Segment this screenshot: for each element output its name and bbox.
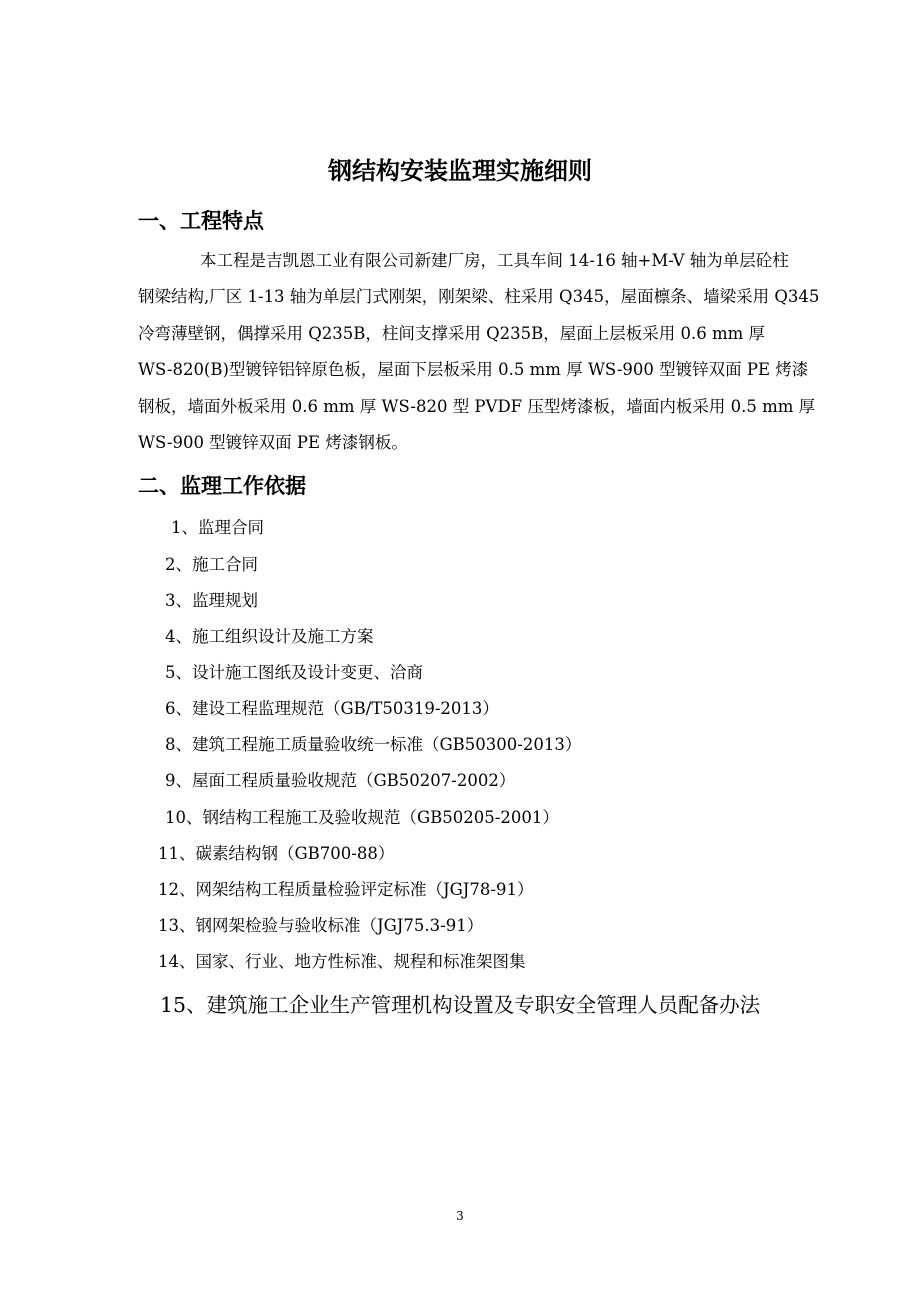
section-heading-project-features: 一、工程特点 [138,209,264,233]
document-title: 钢结构安装监理实施细则 [328,157,592,185]
list-item: 1、监理合同 [171,518,264,537]
list-item: 10、钢结构工程施工及验收规范（GB50205-2001） [165,808,559,827]
paragraph-line: 钢板，墙面外板采用 0.6 mm 厚 WS-820 型 PVDF 压型烤漆板，墙面内板采用 0.5 mm 厚 [138,396,816,416]
project-description-paragraph [138,243,854,461]
list-item: 15、建筑施工企业生产管理机构设置及专职安全管理人员配备办法 [160,993,761,1017]
list-item: 3、监理规划 [165,591,258,610]
paragraph-line: 冷弯薄壁钢，偶撑采用 Q235B，柱间支撑采用 Q235B，屋面上层板采用 0.6 mm 厚 [138,323,766,343]
section-heading-supervision-basis: 二、监理工作依据 [138,474,306,498]
list-item: 4、施工组织设计及施工方案 [165,627,374,646]
list-item: 13、钢网架检验与验收标准（JGJ75.3-91） [158,916,484,935]
paragraph-line: 本工程是吉凯恩工业有限公司新建厂房，工具车间 14-16 轴+M-V 轴为单层砼柱 [200,251,789,270]
list-item: 5、设计施工图纸及设计变更、洽商 [165,663,423,682]
list-item: 8、建筑工程施工质量验收统一标准（GB50300-2013） [165,735,582,754]
list-item: 11、碳素结构钢（GB700-88） [158,844,395,863]
page-number: 3 [456,1209,464,1223]
list-item: 12、网架结构工程质量检验评定标准（JGJ78-91） [158,880,534,899]
list-item: 6、建设工程监理规范（GB/T50319-2013） [165,699,499,718]
list-item: 14、国家、行业、地方性标准、规程和标准架图集 [158,952,526,971]
paragraph-line: WS-820(B)型镀锌铝锌原色板，屋面下层板采用 0.5 mm 厚 WS-900 型镀锌双面 PE 烤漆 [138,360,809,380]
paragraph-line: 钢梁结构,厂区 1-13 轴为单层门式刚架，刚架梁、柱采用 Q345，屋面檩条、墙梁采用 Q345 [138,287,820,307]
list-item: 9、屋面工程质量验收规范（GB50207-2002） [165,771,516,790]
list-item: 2、施工合同 [165,555,258,574]
paragraph-line: WS-900 型镀锌双面 PE 烤漆钢板。 [138,433,408,453]
